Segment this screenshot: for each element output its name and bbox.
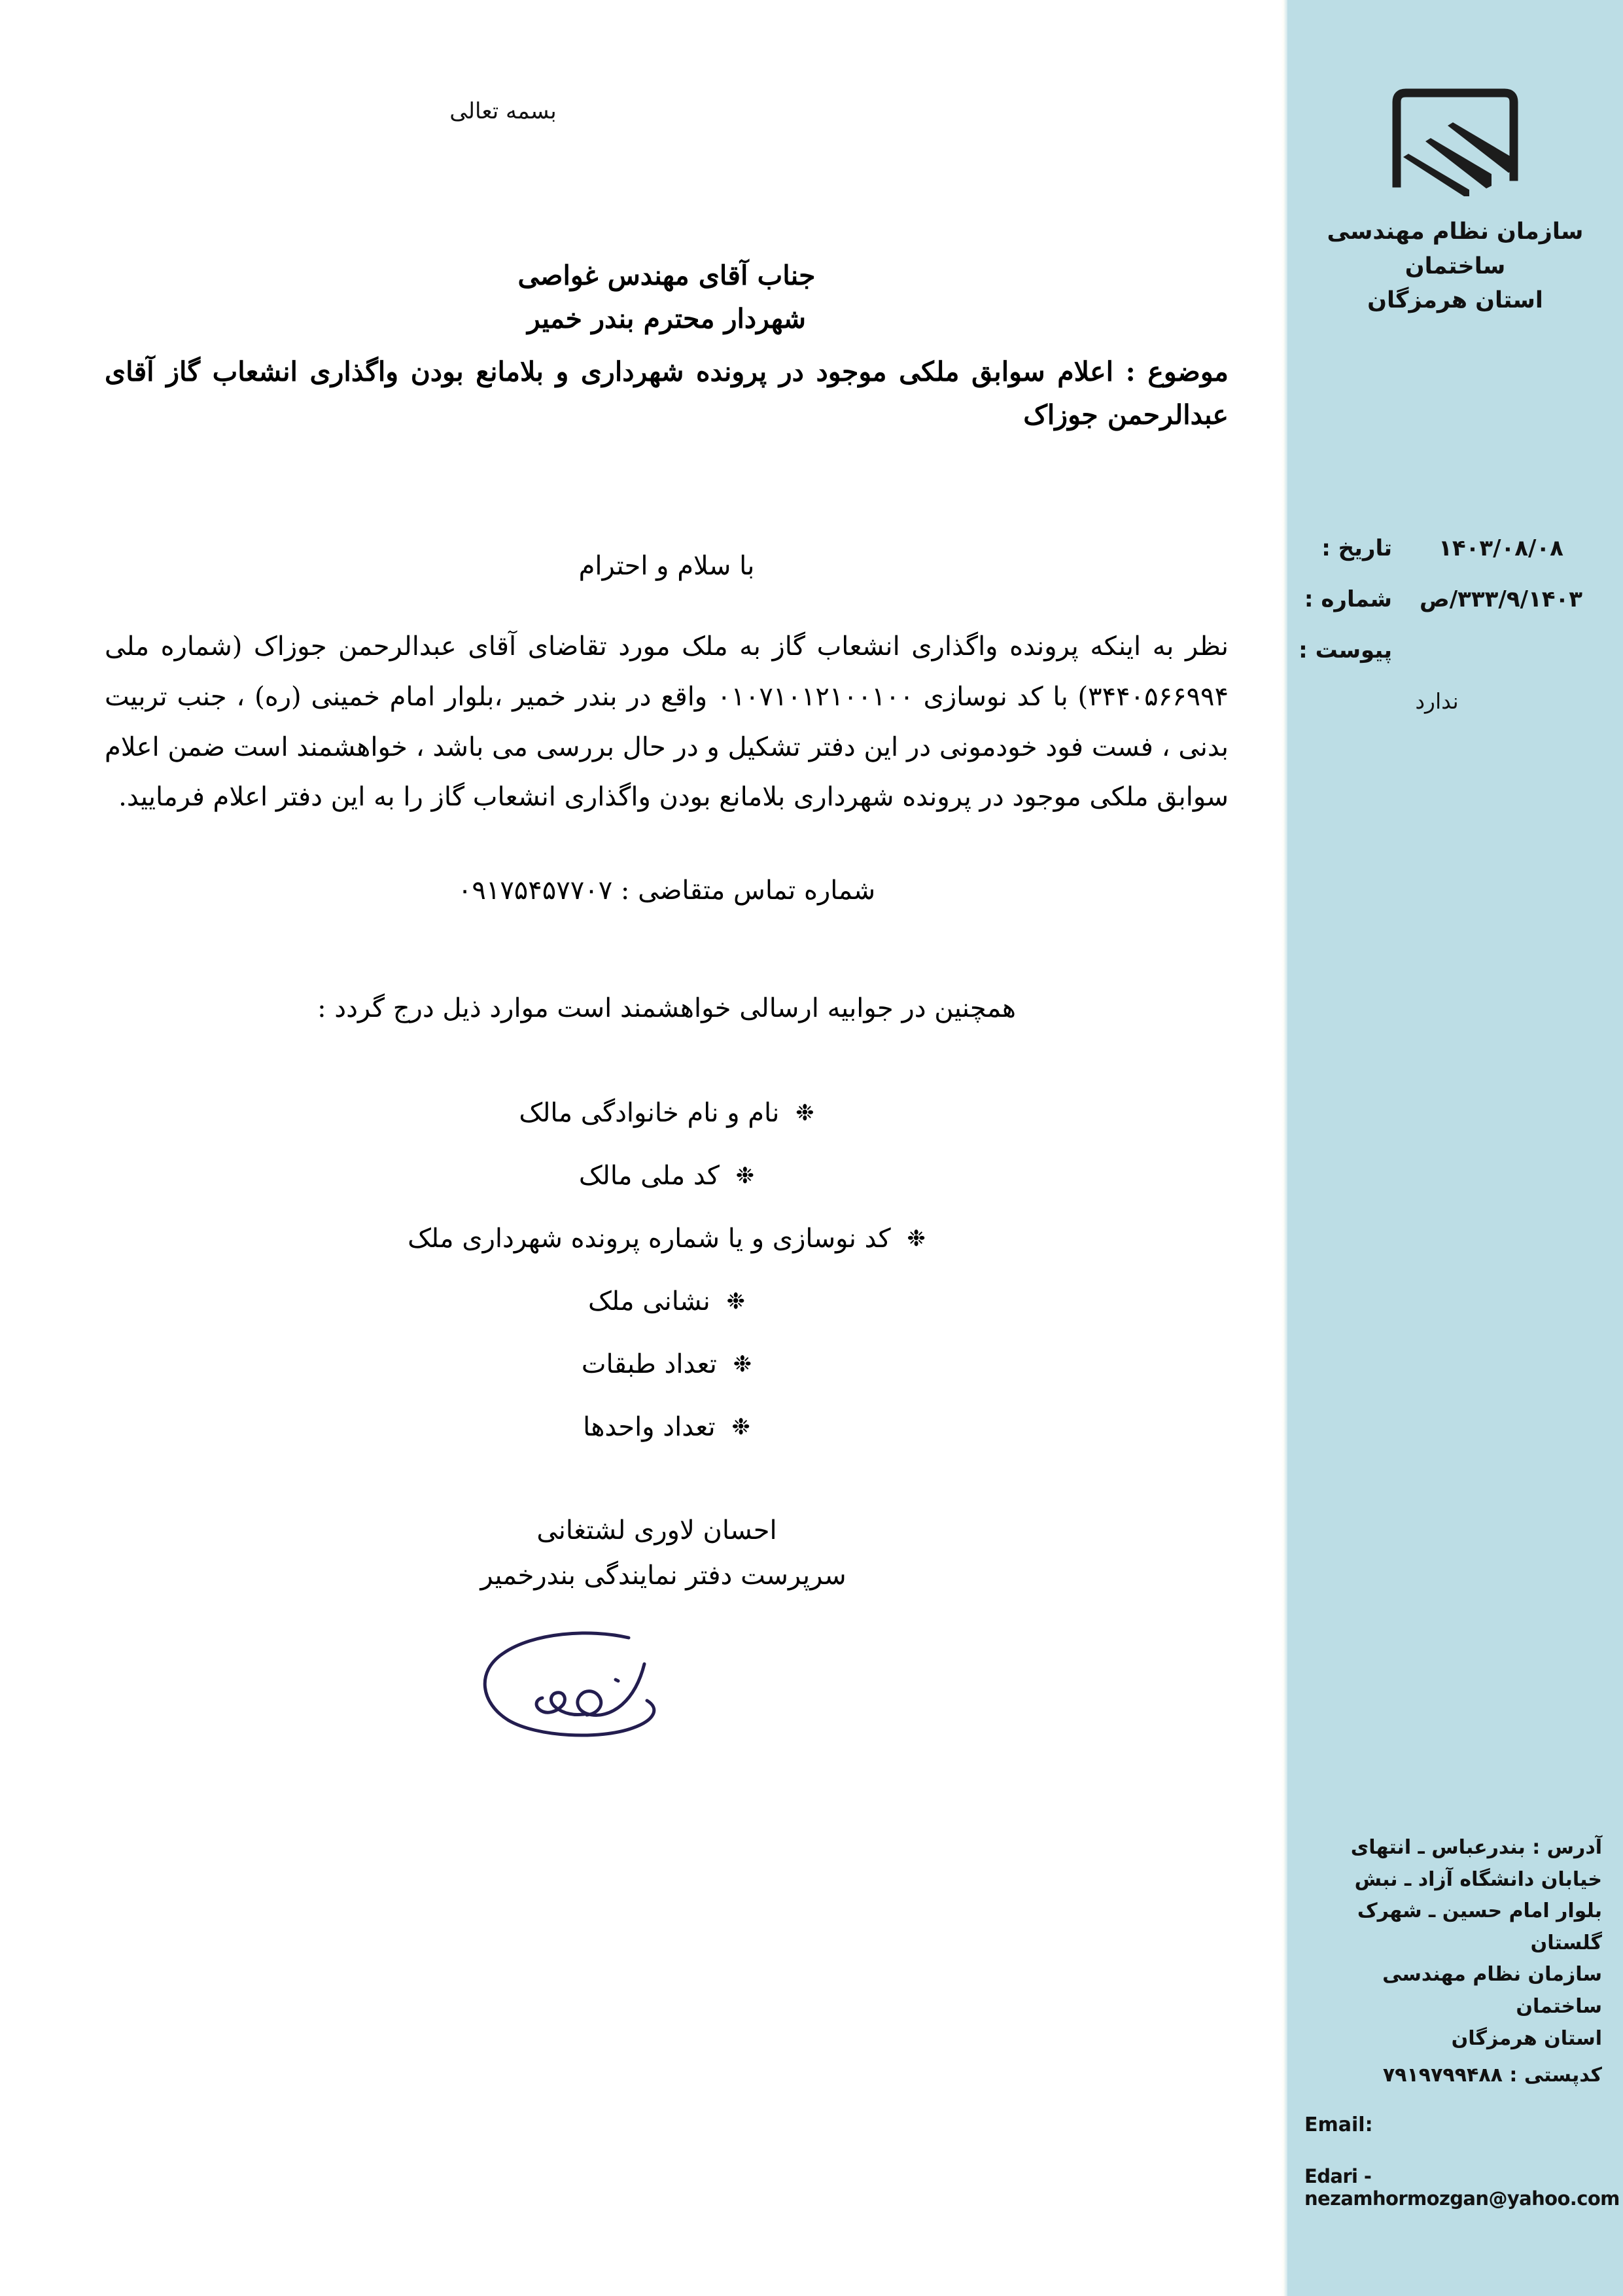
building-roof-logo-icon — [1385, 85, 1526, 196]
addressee-block — [105, 254, 1229, 437]
list-item — [105, 1286, 1229, 1316]
body-paragraph: نظر به اینکه پرونده واگذاری انشعاب گاز به ملک مورد تقاضای آقای عبدالرحمن جوزاک (شماره ملی ۳۴۴۰۵۶۶۹۹۴) با کد نوسازی ۰۱۰۷۱۰۱۲۱۰۰۱۰۰ واقع در بندر خمیر ،بلوار امام خمینی (ره) ، جنب تربیت بدنی ، فست فود خودمونی در این دفتر تشکیل و در حال بررسی می باشد ، خواهشمند است ضمن اعلام سوابق ملکی موجود در پرونده شهرداری بلامانع بودن واگذاری انشعاب گاز را به این دفتر اعلام فرمایید. — [105, 631, 1229, 813]
organization-logo-block — [1287, 85, 1623, 318]
postal-code-row — [1304, 2060, 1602, 2092]
list-item-label: نشانی ملک — [588, 1286, 710, 1316]
footer-email-block — [1287, 2113, 1623, 2210]
footer-address-block — [1287, 1832, 1623, 2092]
list-item — [105, 1224, 1229, 1254]
list-item-label: تعداد طبقات — [581, 1349, 717, 1379]
attachment-label: پیوست : — [1299, 637, 1392, 663]
list-item — [105, 1161, 1229, 1191]
asterisk-bullet-icon: ❉ — [731, 1414, 750, 1440]
list-item — [105, 1349, 1229, 1379]
addressee-name: جناب آقای مهندس غواصی — [517, 260, 816, 291]
sidebar-edge-gradient — [1281, 0, 1287, 2296]
subject-line: موضوع : اعلام سوابق ملکی موجود در پرونده شهرداری و بلامانع بودن واگذاری انشعاب گاز آقای عبدالرحمن جوزاک — [105, 355, 1229, 431]
asterisk-bullet-icon: ❉ — [735, 1163, 755, 1189]
applicant-phone-label: شماره تماس متقاضی : — [620, 875, 876, 906]
salutation-text: با سلام و احترام — [578, 551, 755, 581]
email-address[interactable]: Edari - nezamhormozgan@yahoo.com — [1304, 2165, 1620, 2210]
number-label: شماره : — [1304, 586, 1392, 612]
requested-items-intro: همچنین در جوابیه ارسالی خواهشمند است موارد ذیل درج گردد : — [317, 993, 1016, 1023]
addressee-title: شهردار محترم بندر خمیر — [527, 303, 807, 335]
asterisk-bullet-icon: ❉ — [907, 1226, 926, 1252]
signatory-block — [105, 1508, 1229, 1598]
postal-code-label: کدپستی : — [1509, 2064, 1602, 2087]
date-value: ۱۴۰۳/۰۸/۰۸ — [1439, 535, 1563, 561]
asterisk-bullet-icon: ❉ — [733, 1351, 752, 1377]
list-item — [105, 1098, 1229, 1128]
asterisk-bullet-icon: ❉ — [795, 1100, 814, 1126]
meta-row-attachment — [1294, 637, 1606, 669]
org-name-line-2: استان هرمزگان — [1367, 287, 1543, 313]
list-item-label: تعداد واحدها — [583, 1412, 716, 1442]
address-line-1: آدرس : بندرعباس ـ انتهای — [1350, 1836, 1602, 1859]
meta-row-number — [1294, 586, 1606, 618]
email-label: Email: — [1304, 2113, 1373, 2136]
handwritten-signature-icon — [451, 1626, 712, 1750]
postal-code-value: ۷۹۱۹۷۹۹۴۸۸ — [1382, 2064, 1503, 2087]
list-item-label: کد نوسازی و یا شماره پرونده شهرداری ملک — [408, 1224, 891, 1254]
asterisk-bullet-icon: ❉ — [726, 1288, 745, 1315]
address-line-2: خیابان دانشگاه آزاد ـ نبش — [1354, 1867, 1602, 1891]
address-line-5: سازمان نظام مهندسی ساختمان — [1382, 1963, 1602, 2018]
list-item — [105, 1412, 1229, 1442]
address-line-6: استان هرمزگان — [1451, 2026, 1602, 2050]
address-line-4: گلستان — [1530, 1931, 1602, 1954]
address-line-3: بلوار امام حسین ـ شهرک — [1357, 1899, 1602, 1923]
list-item-label: کد ملی مالک — [578, 1161, 720, 1191]
date-label: تاریخ : — [1321, 535, 1392, 561]
list-item-label: نام و نام خانوادگی مالک — [519, 1098, 780, 1128]
meta-row-date — [1294, 535, 1606, 567]
requested-items-list — [105, 1098, 1229, 1475]
signatory-role: سرپرست دفتر نمایندگی بندرخمیر — [480, 1560, 846, 1591]
signatory-name: احسان لاوری لشتغانی — [536, 1515, 777, 1545]
number-value: ۳۳۳/۹/۱۴۰۳/ص — [1419, 586, 1582, 612]
basmala-text: بسمه تعالی — [449, 98, 557, 124]
applicant-phone-row — [105, 875, 1229, 906]
signature-image-wrapper — [0, 1626, 1281, 1753]
attachment-value: ندارد — [1415, 688, 1459, 714]
applicant-phone-value: ۰۹۱۷۵۴۵۷۷۰۷ — [457, 875, 613, 906]
org-name-line-1: سازمان نظام مهندسی ساختمان — [1327, 219, 1584, 279]
document-meta-block — [1287, 535, 1623, 714]
